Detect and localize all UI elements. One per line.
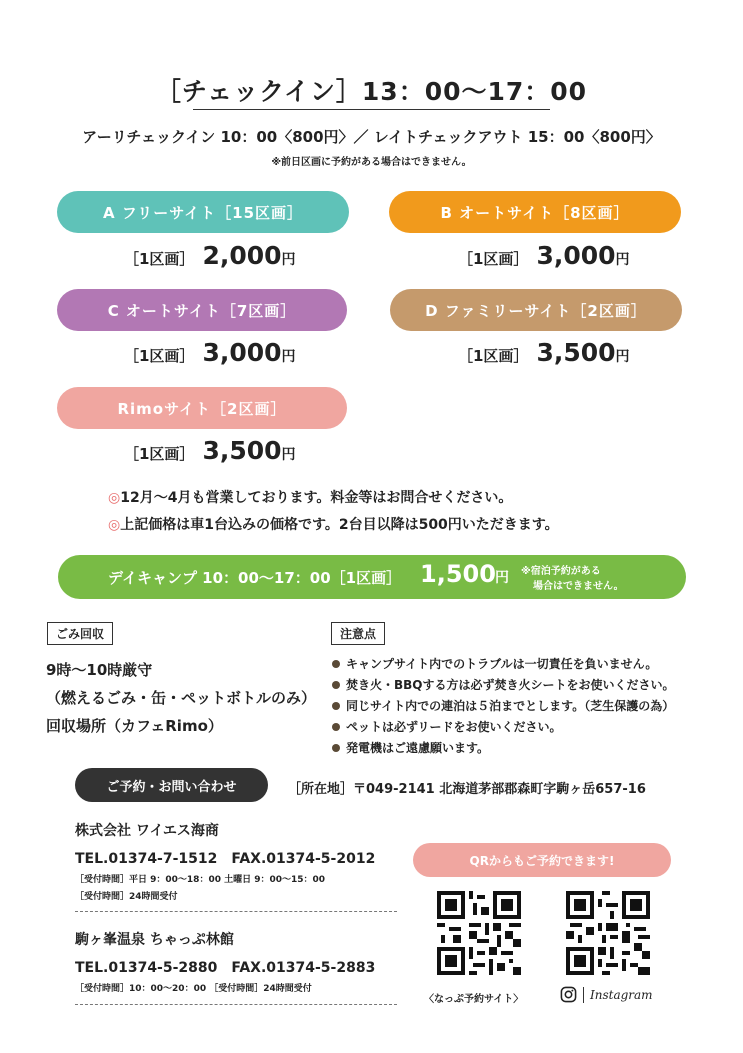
gomi-title: ごみ回収	[47, 622, 113, 645]
bullet-icon	[332, 702, 340, 710]
caution-item	[332, 676, 675, 693]
caution-text: キャンプサイト内でのトラブルは一切責任を負いません。	[346, 657, 658, 671]
instagram-divider	[583, 987, 584, 1003]
site-rimo-pill: Rimoサイト［2区画］	[57, 387, 347, 429]
notice-mark: ◎	[108, 490, 121, 506]
site-rimo-price	[124, 436, 296, 465]
caution-item	[332, 718, 562, 735]
site-a-unit: ［1区画］	[124, 250, 195, 268]
divider	[75, 1004, 397, 1005]
notice-mark: ◎	[108, 517, 121, 533]
site-rimo-unit: ［1区画］	[124, 445, 195, 463]
address: ［所在地］〒049-2141 北海道茅部郡森町字駒ヶ岳657-16	[288, 782, 646, 797]
caution-text: 焚き火・BBQする方は必ず焚き火シートをお使いください。	[346, 678, 675, 692]
site-c-unit: ［1区画］	[124, 347, 195, 365]
gomi-line-2: （燃えるごみ・缶・ペットボトルのみ）	[46, 689, 317, 707]
caution-title: 注意点	[331, 622, 385, 645]
notice-text: 12月〜4月も営業しております。料金等はお問合せください。	[120, 490, 513, 506]
site-c-yen: 円	[281, 349, 296, 365]
site-d-unit: ［1区画］	[458, 347, 529, 365]
caution-text: ペットは必ずリードをお使いください。	[346, 720, 562, 734]
qr-title: QRからもご予約できます!	[413, 843, 671, 877]
early-checkin-text: アーリチェックイン 10：00〈800円〉／ レイトチェックアウト 15：00〈800円〉	[82, 128, 661, 146]
bullet-icon	[332, 681, 340, 689]
site-rimo-yen: 円	[281, 447, 296, 463]
checkin-note: ※前日区画に予約がある場合はできません。	[271, 157, 472, 168]
site-d-pill: D ファミリーサイト［2区画］	[390, 289, 682, 331]
daycamp-yen: 円	[495, 570, 509, 586]
bullet-icon	[332, 723, 340, 731]
gomi-line-1: 9時〜10時厳守	[46, 661, 153, 679]
company-2-hours: ［受付時間］10：00〜20：00 ［受付時間］24時間受付	[75, 984, 312, 994]
site-rimo-amount: 3,500	[202, 436, 282, 465]
daycamp-note-2: 場合はできません。	[533, 581, 624, 592]
company-2-tel: TEL.01374-5-2880 FAX.01374-5-2883	[75, 960, 376, 976]
checkin-underline	[193, 109, 550, 110]
company-1-name: 株式会社 ワイエス海商	[75, 823, 219, 839]
notice-text: 上記価格は車1台込みの価格です。2台目以降は500円いただきます。	[120, 517, 559, 533]
caution-item	[332, 697, 674, 714]
daycamp-note-1: ※宿泊予約がある	[521, 566, 601, 577]
contact-title: ご予約・お問い合わせ	[75, 768, 268, 802]
site-a-pill: A フリーサイト［15区画］	[57, 191, 349, 233]
instagram-icon	[560, 986, 577, 1003]
daycamp-pill	[58, 555, 686, 599]
instagram-text: Instagram	[590, 987, 653, 1002]
qr-code-instagram[interactable]	[566, 891, 650, 975]
site-a-yen: 円	[281, 252, 296, 268]
site-b-price	[458, 241, 630, 270]
instagram-label[interactable]	[560, 986, 653, 1003]
site-b-unit: ［1区画］	[458, 250, 529, 268]
qr-code-nap[interactable]	[437, 891, 521, 975]
caution-text: 発電機はご遠慮願います。	[346, 741, 490, 755]
caution-item	[332, 739, 489, 756]
company-1-tel: TEL.01374-7-1512 FAX.01374-5-2012	[75, 851, 376, 867]
bullet-icon	[332, 744, 340, 752]
site-b-yen: 円	[615, 252, 630, 268]
site-b-pill: B オートサイト［8区画］	[389, 191, 681, 233]
site-c-price	[124, 338, 296, 367]
site-a-amount: 2,000	[202, 241, 282, 270]
daycamp-price: 1,500	[420, 560, 496, 588]
site-d-price	[458, 338, 630, 367]
company-1-hours-b: ［受付時間］24時間受付	[75, 892, 178, 902]
site-c-amount: 3,000	[202, 338, 282, 367]
company-2-name: 駒ヶ峯温泉 ちゃっぷ林館	[75, 932, 234, 948]
site-c-pill: C オートサイト［7区画］	[57, 289, 347, 331]
site-a-price	[124, 241, 296, 270]
notice-car	[108, 514, 559, 534]
gomi-line-3: 回収場所（カフェRimo）	[46, 717, 223, 735]
site-d-yen: 円	[615, 349, 630, 365]
divider	[75, 911, 397, 912]
caution-item	[332, 655, 657, 672]
daycamp-label: デイキャンプ 10：00〜17：00［1区画］	[108, 569, 402, 587]
site-d-amount: 3,500	[536, 338, 616, 367]
company-1-hours-a: ［受付時間］平日 9：00〜18：00 土曜日 9：00〜15：00	[75, 875, 326, 885]
notice-winter	[108, 487, 512, 507]
qr-label-nap: 〈なっぷ予約サイト〉	[424, 994, 524, 1005]
checkin-title: ［チェックイン］13：00〜17：00	[155, 77, 588, 106]
caution-text: 同じサイト内での連泊は５泊までとします。（芝生保護の為）	[346, 699, 675, 713]
site-b-amount: 3,000	[536, 241, 616, 270]
bullet-icon	[332, 660, 340, 668]
